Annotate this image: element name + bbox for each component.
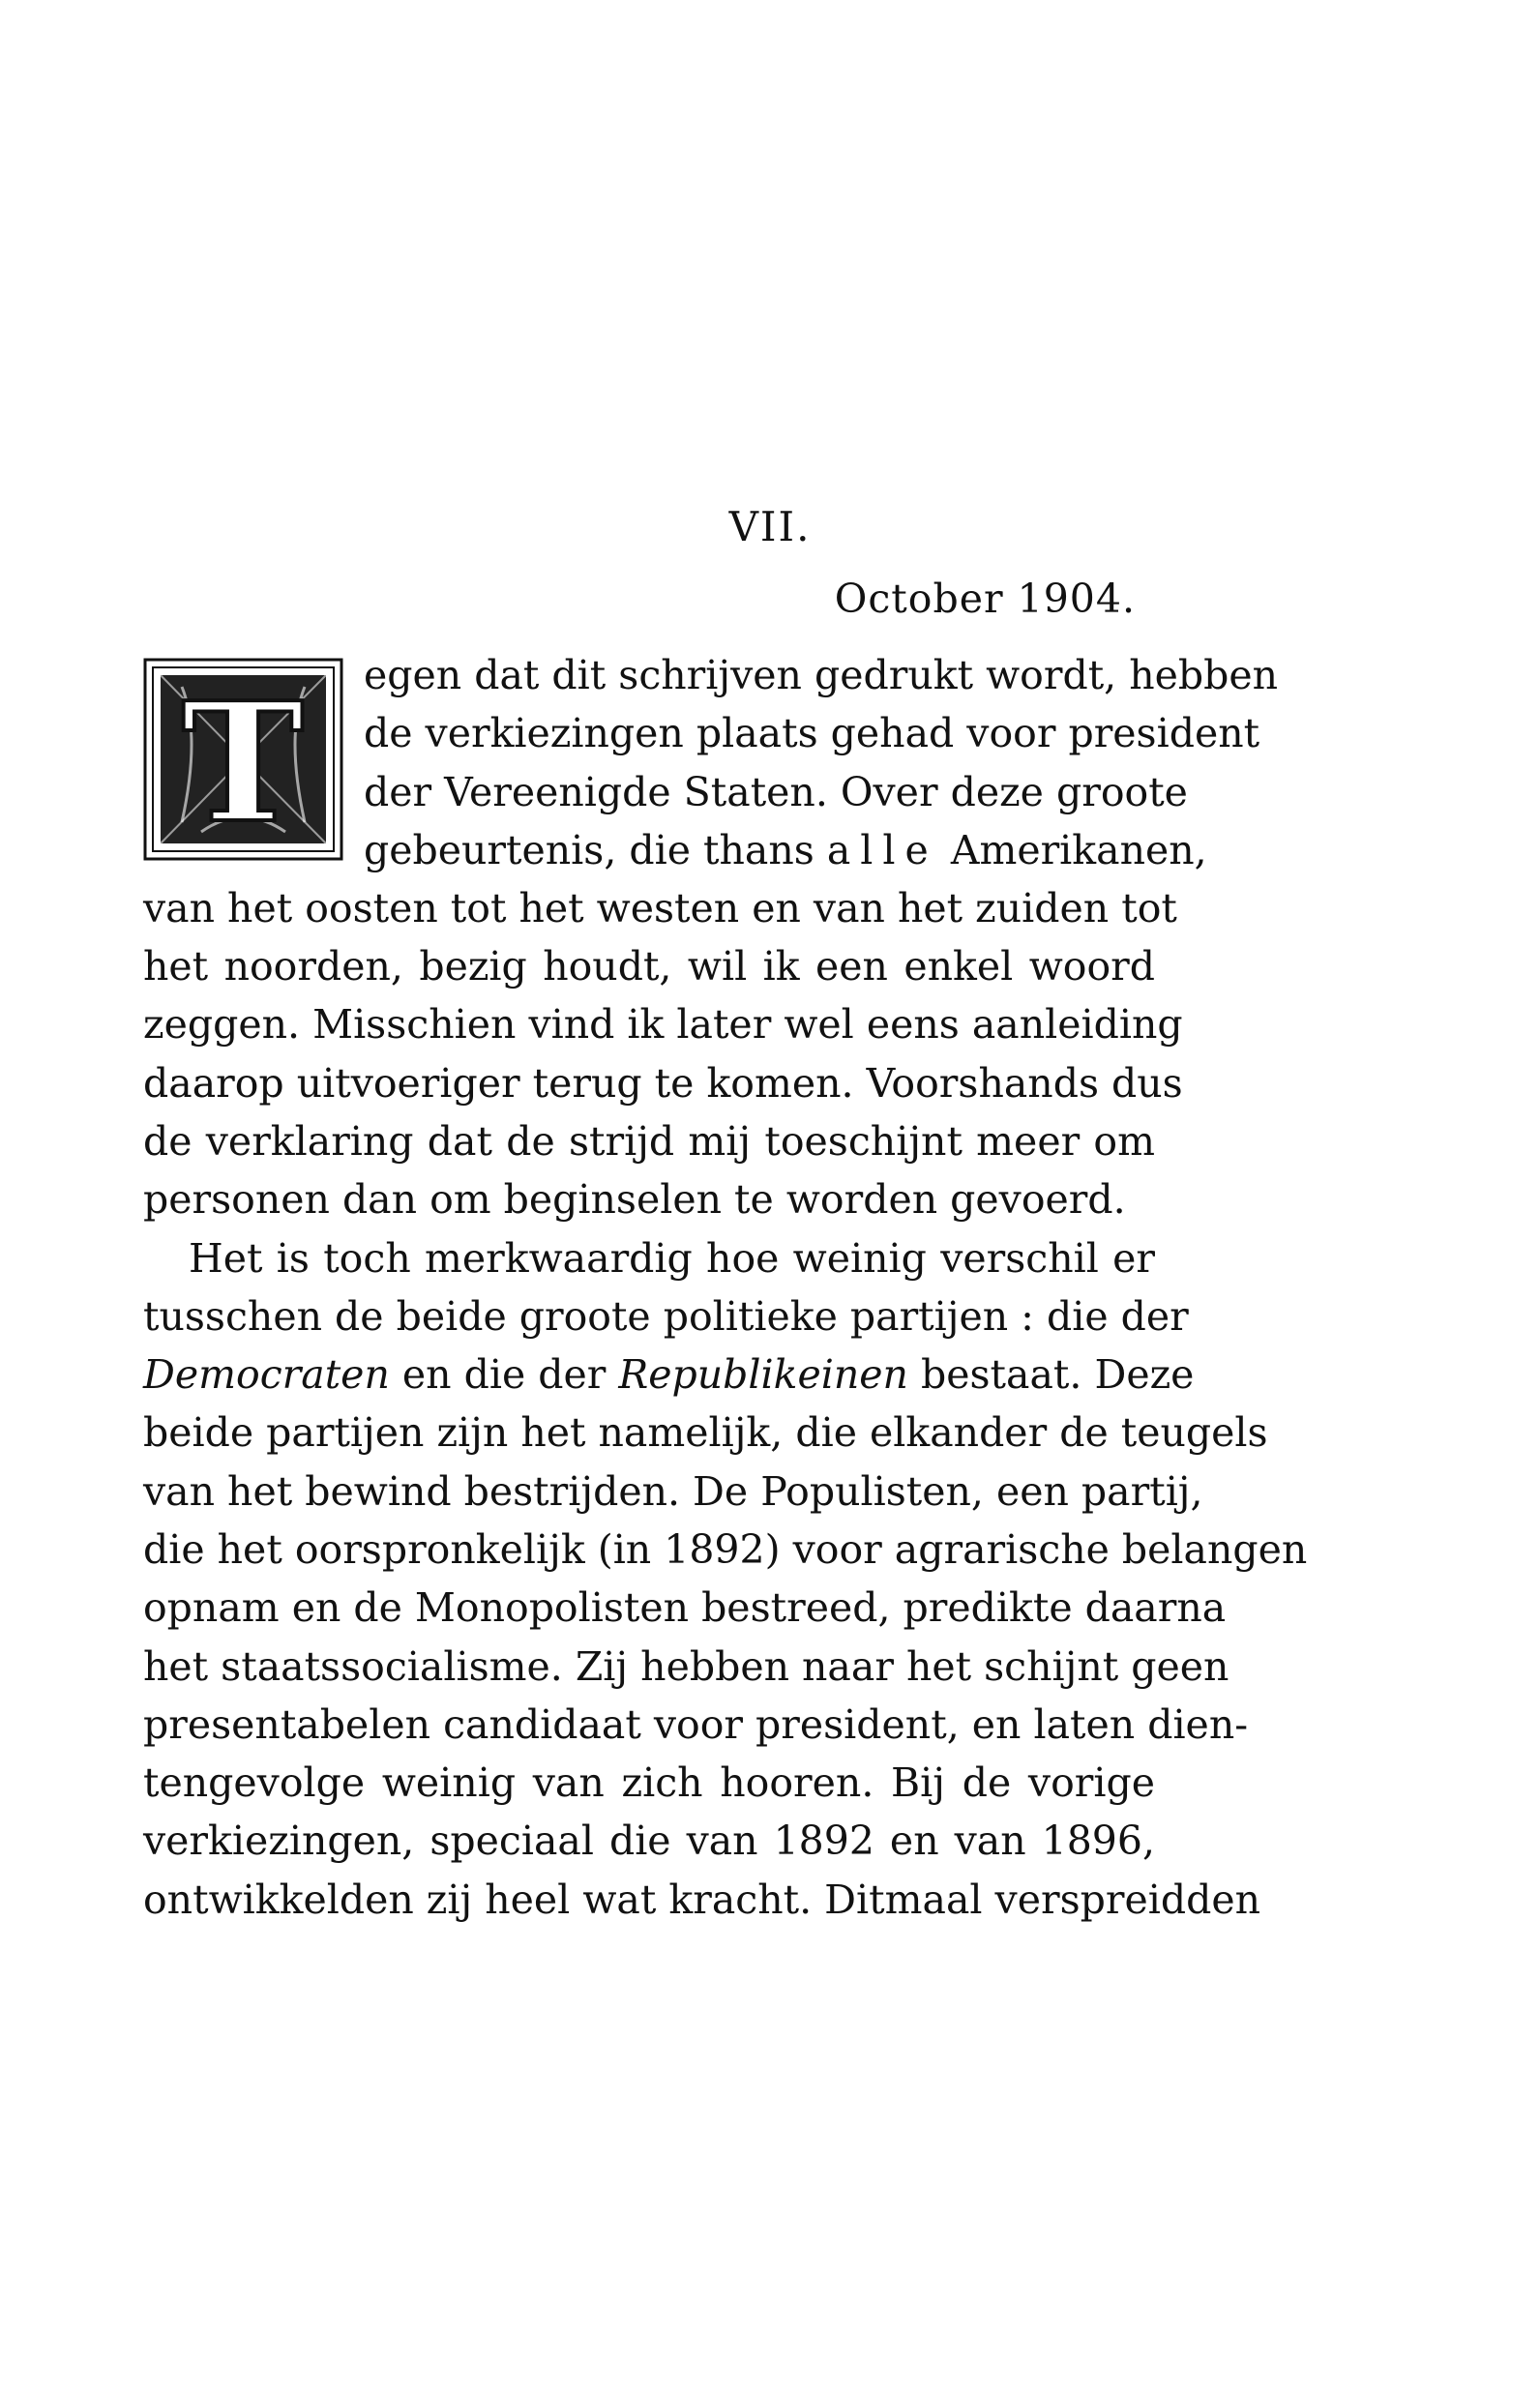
text-line [143,1345,1195,1404]
italic-term: Democraten [143,1351,390,1398]
date-line: October 1904. [834,576,1136,622]
text-span: Amerikanen, [937,827,1207,873]
ornament-frame-icon [143,658,343,861]
text-line: de verklaring dat de strijd mij toeschijnt meer om [143,1118,1155,1165]
italic-term: Republikeinen [618,1351,908,1398]
text-line: van het bewind bestrijden. De Populisten, een partij, [143,1468,1203,1515]
text-line: het noorden, bezig houdt, wil ik een enkel woord [143,943,1155,990]
text-line: tusschen de beide groote politieke partijen : die der [143,1293,1189,1340]
text-span: gebeurtenis, die thans [364,827,827,873]
text-line: de verkiezingen plaats gehad voor president [364,710,1260,756]
decorative-initial-letter [143,658,343,861]
text-line: het staatssocialisme. Zij hebben naar het schijnt geen [143,1643,1229,1690]
text-line: zeggen. Misschien vind ik later wel eens aanleiding [143,1001,1183,1048]
text-line: ontwikkelden zij heel wat kracht. Ditmaal verspreidden [143,1877,1260,1923]
text-line: beide partijen zijn het namelijk, die elkander de teugels [143,1409,1268,1456]
text-line: die het oorspronkelijk (in 1892) voor agrarische belangen [143,1526,1308,1573]
text-line: tengevolge weinig van zich hooren. Bij de vorige [143,1759,1155,1806]
text-line: verkiezingen, speciaal die van 1892 en van 1896, [143,1818,1155,1864]
text-line: van het oosten tot het westen en van het zuiden tot [143,885,1177,931]
text-line: daarop uitvoeriger terug te komen. Voorshands dus [143,1060,1183,1107]
text-span: en die der [389,1351,619,1398]
text-line: presentabelen candidaat voor president, en laten dien- [143,1701,1249,1748]
text-line: personen dan om beginselen te worden gevoerd. [143,1176,1126,1223]
text-line: opnam en de Monopolisten bestreed, predikte daarna [143,1584,1227,1631]
text-line: Het is toch merkwaardig hoe weinig verschil er [189,1235,1155,1282]
chapter-number: VII. [728,503,812,550]
text-line [364,821,1207,879]
spaced-emphasis: alle [826,827,938,873]
text-span: bestaat. Deze [907,1351,1195,1398]
text-line: egen dat dit schrijven gedrukt wordt, hebben [364,652,1279,698]
text-line: der Vereenigde Staten. Over deze groote [364,769,1188,815]
initial-letter: T [181,666,305,860]
